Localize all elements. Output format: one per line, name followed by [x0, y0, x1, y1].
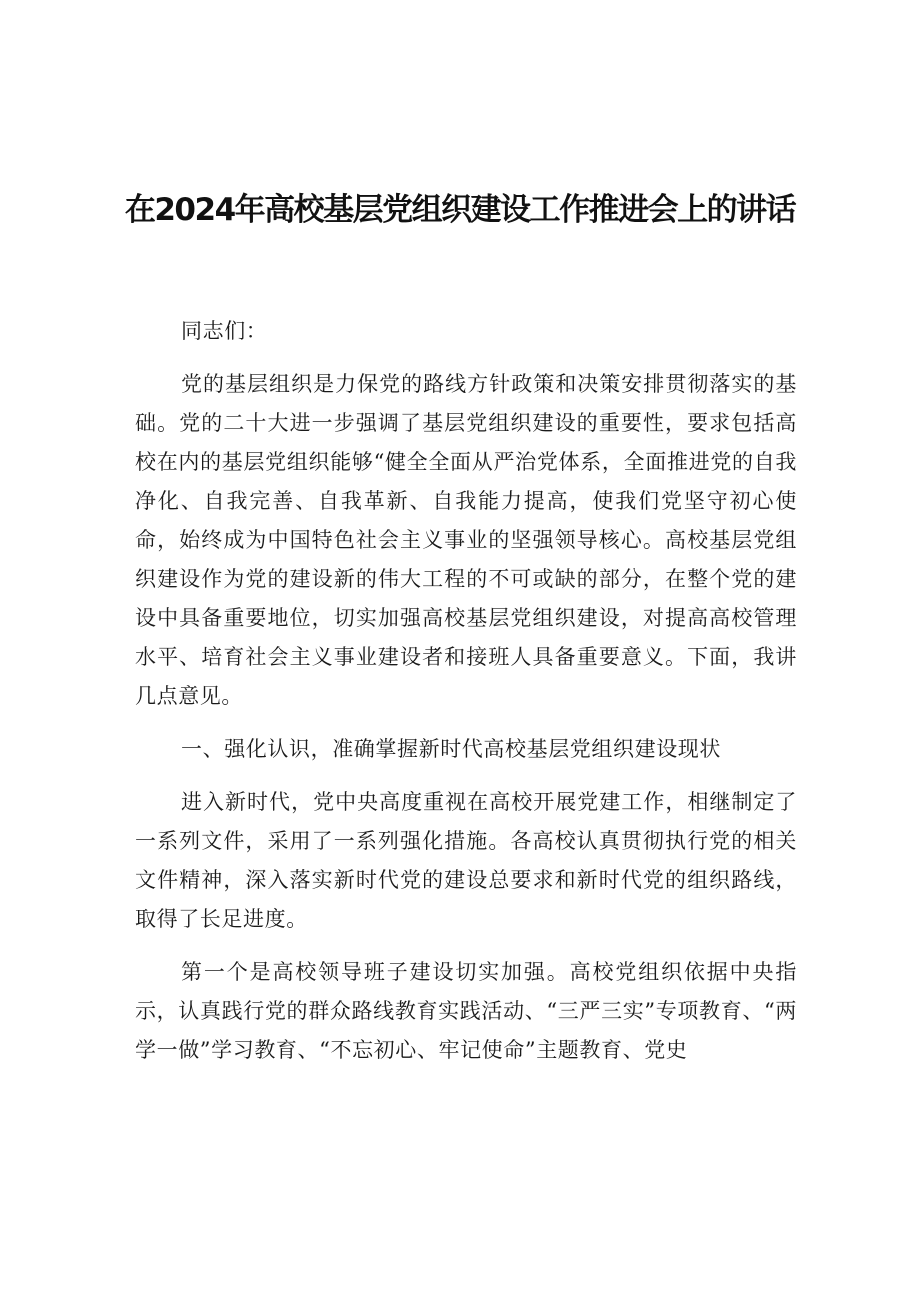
document-body — [135, 312, 797, 1084]
document-title: 在2024年高校基层党组织建设工作推进会上的讲话 — [124, 192, 796, 228]
paragraph-intro: 党的基层组织是力保党的路线方针政策和决策安排贯彻落实的基础。党的二十大进一步强调了基层党组织建设的重要性，要求包括高校在内的基层党组织能够“健全全面从严治党体系，全面推进党的自我净化、自我完善、自我革新、自我能力提高，使我们党坚守初心使命，始终成为中国特色社会主义事业的坚强领导核心。高校基层党组织建设作为党的建设新的伟大工程的不可或缺的部分，在整个党的建设中具备重要地位，切实加强高校基层党组织建设，对提高高校管理水平、培育社会主义事业建设者和接班人具备重要意义。下面，我讲几点意见。 — [135, 372, 797, 708]
paragraph-leadership: 第一个是高校领导班子建设切实加强。高校党组织依据中央指示，认真践行党的群众路线教育实践活动、“三严三实”专项教育、“两学一做”学习教育、“不忘初心、牢记使命”主题教育、党史 — [135, 960, 797, 1062]
paragraph-new-era: 进入新时代，党中央高度重视在高校开展党建工作，相继制定了一系列文件，采用了一系列强化措施。各高校认真贯彻执行党的相关文件精神，深入落实新时代党的建设总要求和新时代党的组织路线，取得了长足进度。 — [135, 790, 797, 931]
salutation: 同志们： — [181, 319, 268, 343]
section-heading: 一、强化认识，准确掌握新时代高校基层党组织建设现状 — [181, 737, 721, 761]
